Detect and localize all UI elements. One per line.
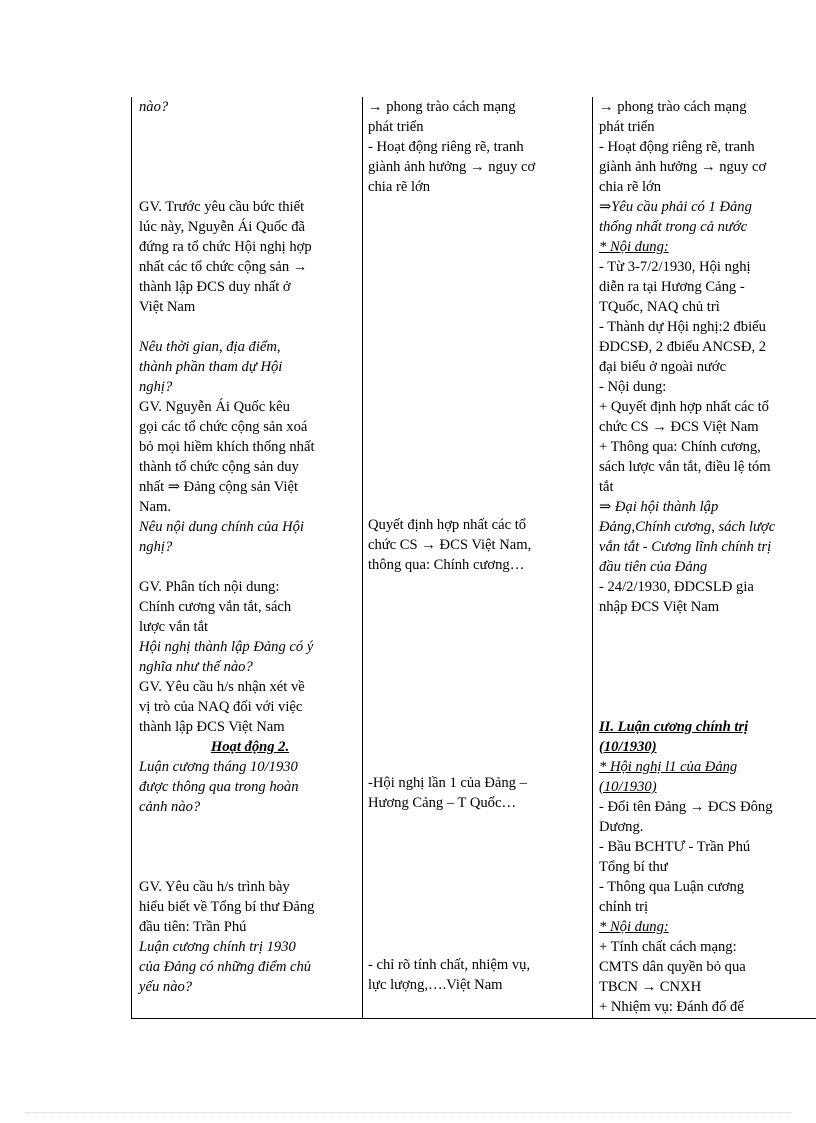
text-line: lược vắn tắt xyxy=(139,619,209,635)
text-line: GV. Trước yêu cầu bức thiết xyxy=(139,199,305,215)
section-label: (10/1930) xyxy=(599,779,657,795)
text-line: thống nhất trong cả nước xyxy=(599,219,748,235)
text-line: diễn ra tại Hương Cảng - xyxy=(599,279,745,295)
text-line: nào? xyxy=(139,99,169,115)
text-line: sách lược vắn tắt, điều lệ tóm xyxy=(599,459,771,475)
text-line: nghị? xyxy=(139,379,173,395)
text-line: TQuốc, NAQ chủ trì xyxy=(599,299,720,315)
text-line: thành phần tham dự Hội xyxy=(139,359,283,375)
text-line: lúc này, Nguyễn Ái Quốc đã xyxy=(139,219,306,235)
text-line: chức CS → ĐCS Việt Nam, xyxy=(368,537,532,553)
text-line: tắt xyxy=(599,479,614,495)
text-line: - chỉ rõ tính chất, nhiệm vụ, xyxy=(368,957,531,973)
text-line: GV. Phân tích nội dung: xyxy=(139,579,280,595)
text-line: Chính cương vắn tắt, sách xyxy=(139,599,292,615)
text-line: + Nhiệm vụ: Đánh đổ đế xyxy=(599,999,744,1015)
text-line: + Thông qua: Chính cương, xyxy=(599,439,761,455)
text-line: chính trị xyxy=(599,899,649,915)
text-line: + Tính chất cách mạng: xyxy=(599,939,737,955)
section-heading: II. Luận cương chính trị xyxy=(599,719,749,735)
text-line: yếu nào? xyxy=(139,979,193,995)
text-line: → phong trào cách mạng xyxy=(368,99,516,115)
text-line: đại biểu ở ngoài nước xyxy=(599,359,727,375)
text-line: vắn tắt - Cương lĩnh chính trị xyxy=(599,539,772,555)
section-label: * Hội nghị l1 của Đảng xyxy=(599,759,738,775)
text-line: Quyết định hợp nhất các tổ xyxy=(368,517,527,533)
text-line: Hương Cảng – T Quốc… xyxy=(368,795,517,811)
section-heading: (10/1930) xyxy=(599,739,657,755)
text-line: GV. Nguyễn Ái Quốc kêu xyxy=(139,399,290,415)
text-line: đầu tiên: Trần Phú xyxy=(139,919,247,935)
text-line: Việt Nam xyxy=(139,299,196,315)
text-line: nhất ⇒ Đảng cộng sản Việt xyxy=(139,479,299,495)
text-line: + Quyết định hợp nhất các tổ xyxy=(599,399,769,415)
text-line: ⇒ Đại hội thành lập xyxy=(599,499,719,515)
text-line: Hội nghị thành lập Đảng có ý xyxy=(139,639,314,655)
text-line: phát triển xyxy=(368,119,424,135)
text-line: - Từ 3-7/2/1930, Hội nghị xyxy=(599,259,751,275)
text-line: cảnh nào? xyxy=(139,799,201,815)
text-line: CMTS dân quyền bỏ qua xyxy=(599,959,746,975)
text-line: Dương. xyxy=(599,819,644,835)
text-line: vị trò của NAQ đối với việc xyxy=(139,699,303,715)
text-line: chức CS → ĐCS Việt Nam xyxy=(599,419,759,435)
text-line: giành ảnh hưởng → nguy cơ xyxy=(599,159,767,175)
lesson-table xyxy=(131,97,816,1019)
text-line: Luận cương tháng 10/1930 xyxy=(139,759,298,775)
text-line: - Thông qua Luận cương xyxy=(599,879,745,895)
text-line: thông qua: Chính cương… xyxy=(368,557,525,573)
text-line: gọi các tổ chức cộng sản xoá xyxy=(139,419,308,435)
text-line: thành tổ chức cộng sản duy xyxy=(139,459,299,475)
text-line: chia rẽ lớn xyxy=(368,179,431,195)
text-line: - Thành dự Hội nghị:2 đbiểu xyxy=(599,319,766,335)
text-line: → phong trào cách mạng xyxy=(599,99,747,115)
text-line: thành lập ĐCS Việt Nam xyxy=(139,719,285,735)
text-line: Nêu nội dung chính của Hội xyxy=(139,519,304,535)
text-line: Nam. xyxy=(139,499,172,515)
text-line: ĐDCSĐ, 2 đbiểu ANCSĐ, 2 xyxy=(599,339,767,355)
text-line: hiểu biết về Tổng bí thư Đảng xyxy=(139,899,315,915)
text-line: GV. Yêu cầu h/s nhận xét về xyxy=(139,679,305,695)
text-line: giành ảnh hưởng → nguy cơ xyxy=(368,159,536,175)
text-line: chia rẽ lớn xyxy=(599,179,662,195)
text-line: nghị? xyxy=(139,539,173,555)
text-line: Đảng,Chính cương, sách lược xyxy=(599,519,776,535)
text-line: - 24/2/1930, ĐDCSLĐ gia xyxy=(599,579,754,595)
text-line: lực lượng,….Việt Nam xyxy=(368,977,503,993)
text-line: - Bầu BCHTƯ - Trần Phú xyxy=(599,839,751,855)
column-divider xyxy=(362,97,363,1018)
text-line: đầu tiên của Đảng xyxy=(599,559,708,575)
activity-heading: Hoạt động 2. xyxy=(210,739,290,755)
text-line: nghĩa như thế nào? xyxy=(139,659,253,675)
text-line: đứng ra tổ chức Hội nghị hợp xyxy=(139,239,312,255)
text-line: Luận cương chính trị 1930 xyxy=(139,939,296,955)
text-line: - Hoạt động riêng rẽ, tranh xyxy=(368,139,524,155)
text-line: Tổng bí thư xyxy=(599,859,668,875)
text-line: - Đổi tên Đảng → ĐCS Đông xyxy=(599,799,773,815)
text-line: TBCN → CNXH xyxy=(599,979,702,995)
section-label: * Nội dung: xyxy=(599,239,669,255)
text-line: Nêu thời gian, địa điểm, xyxy=(139,339,281,355)
text-line: - Hoạt động riêng rẽ, tranh xyxy=(599,139,755,155)
text-line: của Đảng có những điểm chủ xyxy=(139,959,312,975)
text-line: ⇒Yêu cầu phải có 1 Đảng xyxy=(599,199,752,215)
text-line: thành lập ĐCS duy nhất ở xyxy=(139,279,291,295)
text-line: bỏ mọi hiềm khích thống nhất xyxy=(139,439,315,455)
text-line: phát triển xyxy=(599,119,655,135)
text-line: - Nội dung: xyxy=(599,379,667,395)
text-line: nhập ĐCS Việt Nam xyxy=(599,599,720,615)
text-line: -Hội nghị lần 1 của Đảng – xyxy=(368,775,527,791)
text-line: nhất các tổ chức cộng sản → xyxy=(139,259,308,275)
text-line: GV. Yêu cầu h/s trình bày xyxy=(139,879,290,895)
section-label: * Nội dung: xyxy=(599,919,669,935)
column-divider xyxy=(592,97,593,1018)
text-line: được thông qua trong hoàn xyxy=(139,779,299,795)
page-footer-rule xyxy=(25,1112,791,1114)
